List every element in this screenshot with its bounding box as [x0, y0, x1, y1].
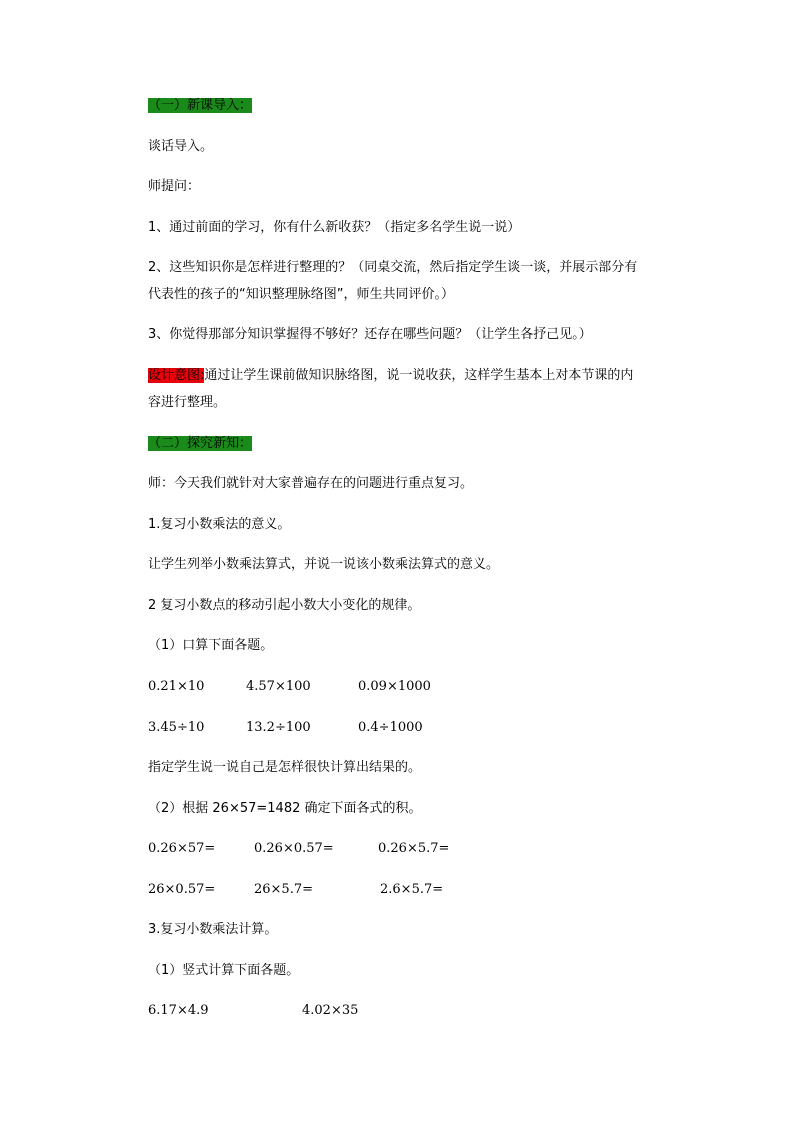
product-row-1	[148, 839, 449, 859]
item-1: 1.复习小数乘法的意义。	[148, 517, 291, 532]
expr: 0.09×1000	[358, 679, 431, 694]
expr: 3.45÷10	[148, 720, 205, 735]
design-intent-label: 设计意图:	[148, 368, 205, 383]
sub-2: （2）根据 26×57=1482 确定下面各式的积。	[148, 801, 422, 816]
item-3: 3.复习小数乘法计算。	[148, 922, 278, 937]
expr: 2.6×5.7=	[380, 882, 444, 897]
prompt-text: 师提问：	[148, 179, 201, 194]
mental-math-row-2	[148, 718, 423, 738]
product-row-2	[148, 880, 443, 900]
vertical-calc-row	[148, 1001, 358, 1021]
sub-3: （1）竖式计算下面各题。	[148, 963, 300, 978]
expr: 4.57×100	[246, 679, 311, 694]
design-intent-line1	[148, 366, 633, 386]
expr: 0.4÷1000	[358, 720, 423, 735]
sub-1: （1）口算下面各题。	[148, 638, 274, 653]
teacher-text: 师：今天我们就针对大家普遍存在的问题进行重点复习。	[148, 476, 474, 491]
expr: 0.21×10	[148, 679, 205, 694]
mental-math-row-1	[148, 677, 431, 697]
expr: 4.02×35	[302, 1003, 359, 1018]
question-2-line1: 2、这些知识你是怎样进行整理的？（同桌交流，然后指定学生谈一谈，并展示部分有	[148, 260, 638, 275]
intro-text: 谈话导入。	[148, 139, 214, 154]
expr: 0.26×5.7=	[378, 841, 450, 856]
design-intent-text: 通过让学生课前做知识脉络图，说一说收获，这样学生基本上对本节课的内	[204, 368, 634, 383]
section1-heading-text: （一）新课导入：	[148, 98, 253, 113]
section2-heading-text: （二）探究新知：	[148, 436, 253, 451]
expr: 13.2÷100	[246, 720, 311, 735]
item-2: 2 复习小数点的移动引起小数大小变化的规律。	[148, 598, 421, 613]
sub-1-after: 指定学生说一说自己是怎样很快计算出结果的。	[148, 760, 422, 775]
question-3: 3、你觉得那部分知识掌握得不够好？还存在哪些问题？（让学生各抒己见。）	[148, 327, 592, 342]
expr: 0.26×0.57=	[254, 841, 334, 856]
question-2-line2: 代表性的孩子的“知识整理脉络图”，师生共同评价。）	[148, 287, 454, 302]
section1-heading	[148, 96, 252, 116]
design-intent-line2: 容进行整理。	[148, 395, 227, 410]
item-1-desc: 让学生列举小数乘法算式，并说一说该小数乘法算式的意义。	[148, 557, 500, 572]
expr: 26×5.7=	[254, 882, 314, 897]
question-1: 1、通过前面的学习，你有什么新收获？（指定多名学生说一说）	[148, 220, 521, 235]
section2-heading	[148, 434, 252, 454]
expr: 0.26×57=	[148, 841, 216, 856]
expr: 6.17×4.9	[148, 1003, 209, 1018]
expr: 26×0.57=	[148, 882, 216, 897]
